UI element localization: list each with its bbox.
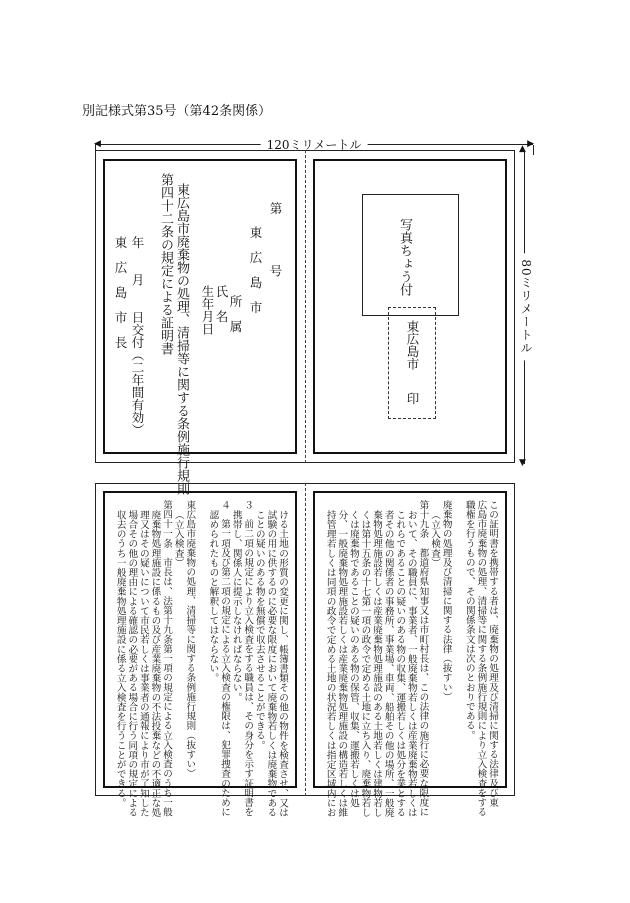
text-line: おいて、その職員に、事業者、一般廃棄物若しくは産業廃棄物若しくは (405, 510, 417, 818)
stamp-city: 東広島市 (405, 320, 420, 370)
text-line: （立入検査） (172, 510, 184, 568)
text-line: 廃棄物処理施設に係るもの及び産業廃棄物の不法投棄などの不適正な処 (149, 510, 161, 818)
birthdate-label: 生年月日 (200, 285, 215, 335)
text-line: 棄物処理施設若しくは産業廃棄物処理施設のある土地若しくは建物若し (371, 510, 383, 818)
text-line: この証明書を携帯する者は、廃棄物の処理及び清掃に関する法律及び東 (487, 500, 498, 808)
text-line: 職権を行うもので、その関係条文は次のとおりである。 (463, 500, 475, 740)
certificate-title-line1: 東広島市廃棄物の処理、清掃等に関する条例施行規則 (174, 183, 189, 495)
arrow-up-icon: ▲ (519, 144, 526, 154)
text-line: 持管理若しくは同項の政令で定める土地の状況若しくは指定区域内にお (324, 510, 336, 818)
name-label: 氏 名 (214, 285, 229, 323)
height-dimension (518, 150, 532, 464)
text-line (195, 500, 207, 780)
text-line: 試験の用に供するのに必要な限度において廃棄物若しくは廃棄物である (265, 510, 277, 818)
width-dimension-label: 120ミリメートル (261, 136, 368, 153)
issuer-city: 東 広 島 市 (248, 226, 263, 314)
text-line: 第四十一条 市長は、法第十九条第一項の規定による立入検査のうち一般 (161, 500, 173, 817)
text-line: 理又はその疑いについて市民若しくは事業者の通報により市が了知した (137, 510, 149, 818)
text-line: 東広島市廃棄物の処理、清掃等に関する条例施行規則（抜すい） (184, 500, 196, 779)
text-line: ４ 第一項及び第二項の規定による立入検査の権限は、犯罪捜査のために (219, 500, 231, 817)
text-line: ける土地の形質の変更に関し、帳簿書類その他の物件を検査させ、又は (277, 510, 288, 818)
text-line: ３ 前二項の規定により立入検査をする職員は、その身分を示す証明書を (242, 500, 254, 817)
issue-date: 年 月 日交付（二年間有効） (130, 236, 145, 436)
text-line: これらであることの疑いのある物の収集、運搬若しくは処分を業とする (394, 510, 406, 818)
text-line (452, 500, 464, 780)
arrow-right-icon: ▶ (527, 139, 534, 149)
stamp-seal: 印 (405, 392, 420, 405)
affiliation-label: 所 属 (228, 295, 243, 333)
form-title: 別記様式第35号（第42条関係） (82, 104, 272, 119)
text-line: 広島市廃棄物の処理、清掃等に関する条例施行規則により立入検査をする (475, 500, 487, 817)
text-line: 者その他の関係者の事務所、事業場、車両、船舶その他の場所、一般廃 (382, 510, 394, 818)
text-line: 認められたものと解釈してはならない。 (207, 510, 219, 683)
arrow-left-icon: ◀ (94, 139, 101, 149)
law-excerpt-right (324, 500, 498, 818)
text-line: 廃棄物の処理及び清掃に関する法律（抜すい） (440, 500, 452, 702)
mayor-label: 東 広 島 市 長 (113, 236, 128, 349)
fold-line-back (305, 483, 306, 796)
text-line: くは廃棄物であることの疑いのある物の保管、収集、運搬若しくは処 (347, 510, 359, 808)
arrow-down-icon: ▼ (519, 458, 526, 468)
text-line: くは第十五条の十七第一項の政令で定める土地に立ち入り、廃棄物若し (359, 510, 371, 818)
text-line: 分、一般廃棄物処理施設若しくは産業廃棄物処理施設の構造若しくは維 (336, 510, 348, 818)
text-line: 携帯し、関係人に提示しなければならない。 (230, 510, 242, 702)
certificate-number: 第 号 (268, 202, 283, 277)
law-excerpt-left (114, 500, 288, 818)
text-line: ことの疑いのある物を無償で収去させることができる。 (253, 510, 265, 750)
text-line: 収去のうち一般廃棄物処理施設に係る立入検査を行うことができる。 (114, 510, 126, 808)
text-line: （立入検査） (429, 510, 441, 568)
text-line: 場合その他の理由による確認の必要がある場合に行う同項の規定による (126, 510, 138, 818)
fold-line-front (305, 150, 306, 463)
certificate-title-line2: 第四十二条の規定による証明書 (158, 173, 173, 355)
height-dimension-label: 80ミリメートル (518, 253, 535, 360)
width-dimension (95, 138, 533, 150)
photo-label: 写真ちょう付 (397, 218, 412, 296)
text-line: 第十九条 都道府県知事又は市町村長は、この法律の施行に必要な限度に (417, 500, 429, 817)
dimension-tick-right (533, 145, 534, 155)
